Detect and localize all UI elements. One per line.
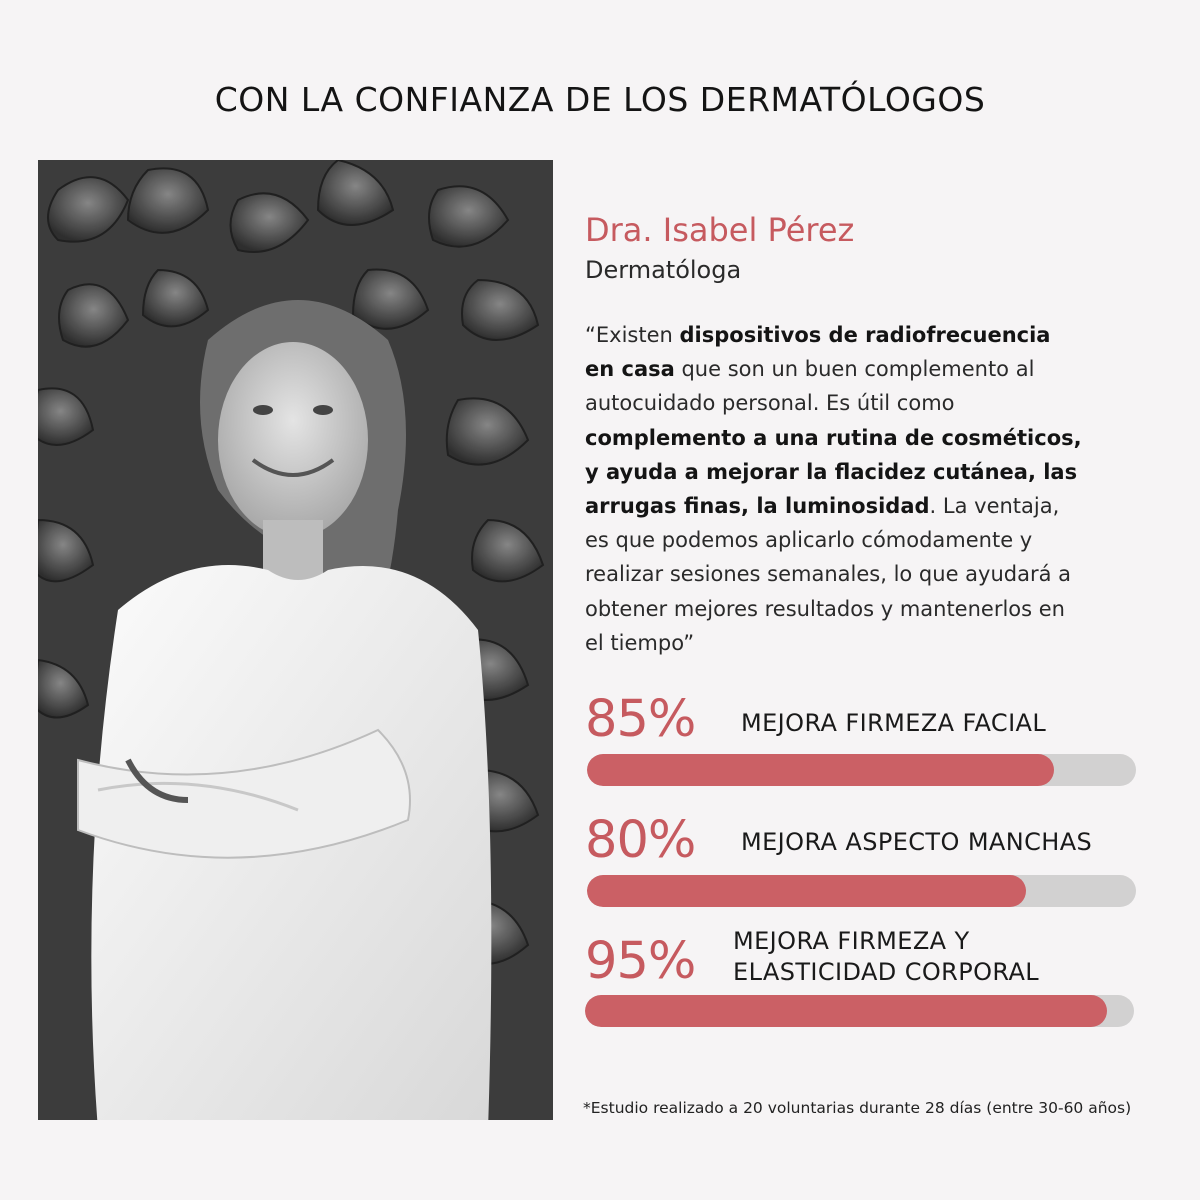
doctor-portrait-illustration: [38, 160, 553, 1120]
page-title: CON LA CONFIANZA DE LOS DERMATÓLOGOS: [214, 80, 986, 120]
stat-percent: 80%: [585, 811, 696, 870]
stat-body-firmness-elasticity: [585, 928, 1145, 1028]
quote-text-3: . La ventaja, es que podemos aplicarlo cómodamente y realizar sesiones semanales, lo que ayudará a obtener mejores resultados y mantenerlos en el tiempo”: [585, 494, 1072, 655]
progress-bar-track: [587, 754, 1136, 786]
quote-bold-2: complemento a una rutina de cosméticos, y ayuda a mejorar la flacidez cutánea, las arrugas finas, la luminosidad: [585, 425, 1082, 519]
progress-bar-track: [587, 875, 1136, 907]
progress-bar-fill: [587, 754, 1054, 786]
progress-bar-fill: [585, 995, 1107, 1027]
study-footnote: *Estudio realizado a 20 voluntarias durante 28 días (entre 30-60 años): [583, 1099, 1132, 1117]
quote-text-1: “Existen: [585, 323, 680, 347]
doctor-photo: [38, 160, 553, 1120]
stat-label-line-1: MEJORA FIRMEZA Y: [733, 927, 970, 955]
stat-label: MEJORA FIRMEZA FACIAL: [741, 709, 1047, 737]
progress-bar-track: [585, 995, 1134, 1027]
stat-facial-firmness: [585, 690, 1145, 790]
stat-spots-appearance: [585, 811, 1145, 911]
progress-bar-fill: [587, 875, 1026, 907]
quote-bold-1: dispositivos de radiofrecuencia en casa: [585, 323, 1051, 382]
stat-label-line-2: ELASTICIDAD CORPORAL: [733, 958, 1040, 986]
doctor-name: Dra. Isabel Pérez: [585, 211, 855, 249]
stat-percent: 95%: [585, 932, 696, 991]
doctor-info: [585, 208, 1145, 681]
stat-label: MEJORA ASPECTO MANCHAS: [741, 828, 1093, 856]
doctor-role: Dermatóloga: [585, 256, 742, 284]
doctor-quote: [585, 318, 1085, 660]
stat-percent: 85%: [585, 690, 696, 749]
quote-text-2: que son un buen complemento al autocuidado personal. Es útil como: [585, 357, 1035, 416]
